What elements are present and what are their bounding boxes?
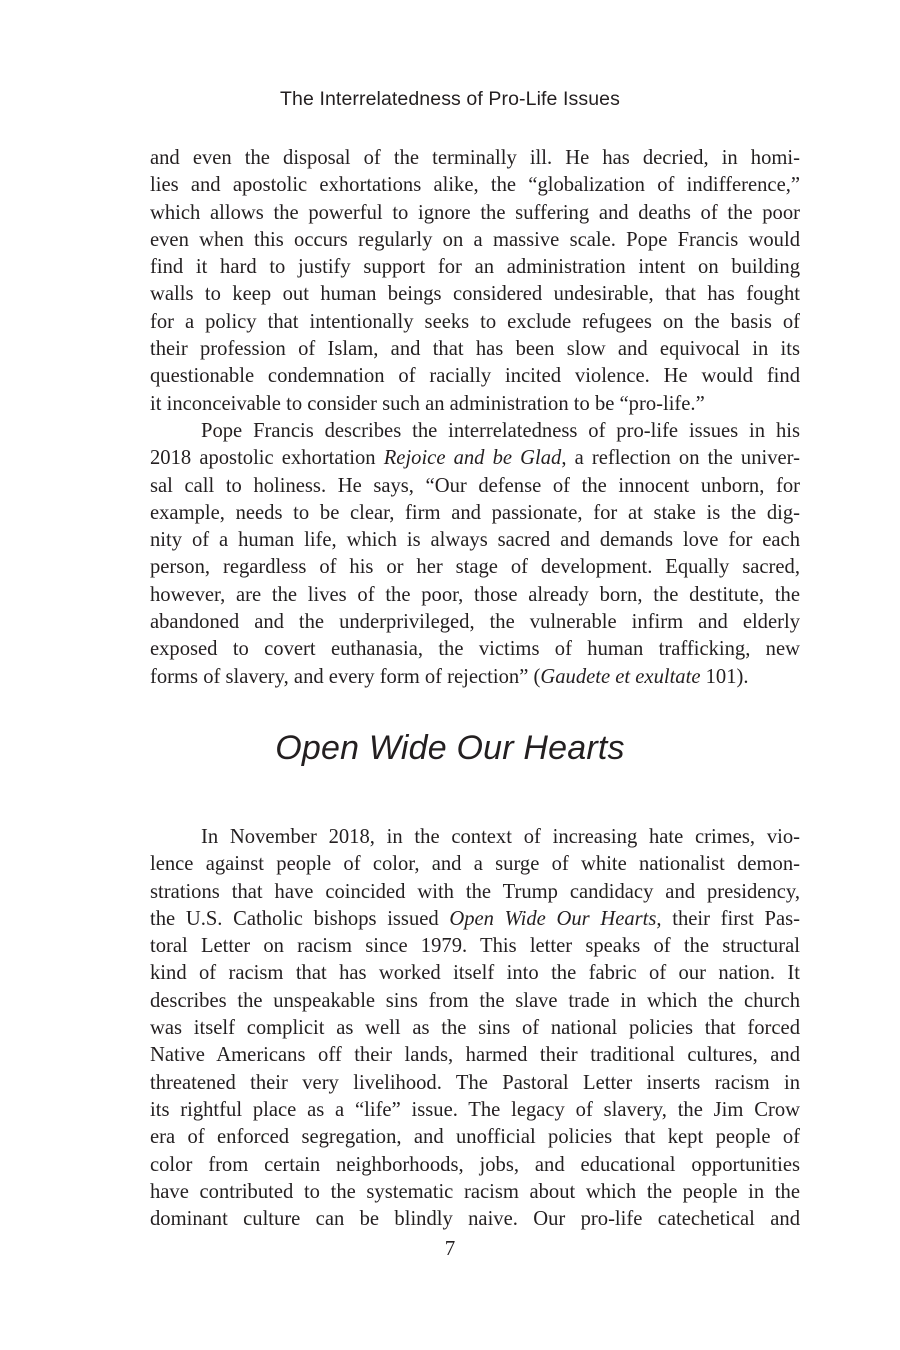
text-line: was itself complicit as well as the sins of national policies that forced bbox=[150, 1017, 800, 1040]
text-line: their profession of Islam, and that has been slow and equivocal in its bbox=[150, 338, 800, 361]
text-line: abandoned and the underprivileged, the vulnerable infirm and elderly bbox=[150, 611, 800, 634]
text-line: toral Letter on racism since 1979. This letter speaks of the structural bbox=[150, 935, 800, 958]
paragraph-continued bbox=[150, 145, 800, 418]
text-line: person, regardless of his or her stage of development. Equally sacred, bbox=[150, 556, 800, 579]
text-line: exposed to covert euthanasia, the victims of human trafficking, new bbox=[150, 638, 800, 661]
text-line: Native Americans off their lands, harmed their traditional cultures, and bbox=[150, 1044, 800, 1067]
text-line: lies and apostolic exhortations alike, the “globalization of indifference,” bbox=[150, 174, 800, 197]
text-line: nity of a human life, which is always sacred and demands love for each bbox=[150, 529, 800, 552]
paragraph-pope-francis bbox=[150, 418, 800, 691]
running-head: The Interrelatedness of Pro-Life Issues bbox=[280, 88, 620, 110]
book-title: Gaudete et exultate bbox=[540, 665, 701, 688]
text-line: find it hard to justify support for an administration intent on building bbox=[150, 256, 800, 279]
text-line: which allows the powerful to ignore the suffering and deaths of the poor bbox=[150, 201, 800, 224]
text-run: 101). bbox=[700, 665, 749, 688]
text-line: it inconceivable to consider such an administration to be “pro-life.” bbox=[150, 392, 705, 415]
text-line: Pope Francis describes the interrelatedness of pro-life issues in his bbox=[201, 420, 800, 442]
text-line: however, are the lives of the poor, those already born, the destitute, the bbox=[150, 583, 800, 606]
book-title: Rejoice and be Glad bbox=[383, 447, 562, 470]
paragraph-open-wide bbox=[150, 824, 800, 1233]
text-line bbox=[150, 445, 800, 472]
text-line: questionable condemnation of racially incited violence. He would find bbox=[150, 365, 800, 388]
text-line bbox=[150, 906, 800, 933]
text-line: era of enforced segregation, and unofficial policies that kept people of bbox=[150, 1126, 800, 1149]
book-title: Open Wide Our Hearts bbox=[449, 907, 657, 930]
text-line: lence against people of color, and a surge of white nationalist demon- bbox=[150, 853, 800, 876]
text-line: and even the disposal of the terminally ill. He has decried, in homi- bbox=[150, 147, 800, 169]
text-line: describes the unspeakable sins from the slave trade in which the church bbox=[150, 989, 800, 1012]
text-line: for a policy that intentionally seeks to exclude refugees on the basis of bbox=[150, 310, 800, 333]
text-line: sal call to holiness. He says, “Our defense of the innocent unborn, for bbox=[150, 474, 800, 497]
text-line bbox=[150, 664, 800, 691]
section-heading: Open Wide Our Hearts bbox=[275, 729, 625, 767]
text-line: have contributed to the systematic racism about which the people in the bbox=[150, 1180, 800, 1203]
text-line: even when this occurs regularly on a massive scale. Pope Francis would bbox=[150, 228, 800, 251]
text-run: 2018 apostolic exhortation bbox=[150, 447, 384, 470]
text-line: kind of racism that has worked itself into the fabric of our nation. It bbox=[150, 962, 800, 985]
text-line: walls to keep out human beings considered undesirable, that has fought bbox=[150, 283, 800, 306]
text-run: forms of slavery, and every form of rejection” ( bbox=[150, 665, 541, 688]
text-run: the U.S. Catholic bishops issued bbox=[150, 907, 450, 930]
text-line: its rightful place as a “life” issue. The legacy of slavery, the Jim Crow bbox=[150, 1098, 800, 1121]
text-run: , a reflection on the univer- bbox=[561, 447, 800, 470]
text-line: dominant culture can be blindly naive. Our pro-life catechetical and bbox=[150, 1208, 800, 1231]
text-line: color from certain neighborhoods, jobs, and educational opportunities bbox=[150, 1153, 800, 1176]
text-line: strations that have coincided with the Trump candidacy and presidency, bbox=[150, 880, 800, 903]
text-line: In November 2018, in the context of increasing hate crimes, vio- bbox=[201, 826, 800, 848]
text-run: , their first Pas- bbox=[656, 907, 800, 930]
text-line: example, needs to be clear, firm and passionate, for at stake is the dig- bbox=[150, 501, 800, 524]
text-line: threatened their very livelihood. The Pastoral Letter inserts racism in bbox=[150, 1071, 800, 1094]
page-number: 7 bbox=[444, 1236, 456, 1260]
